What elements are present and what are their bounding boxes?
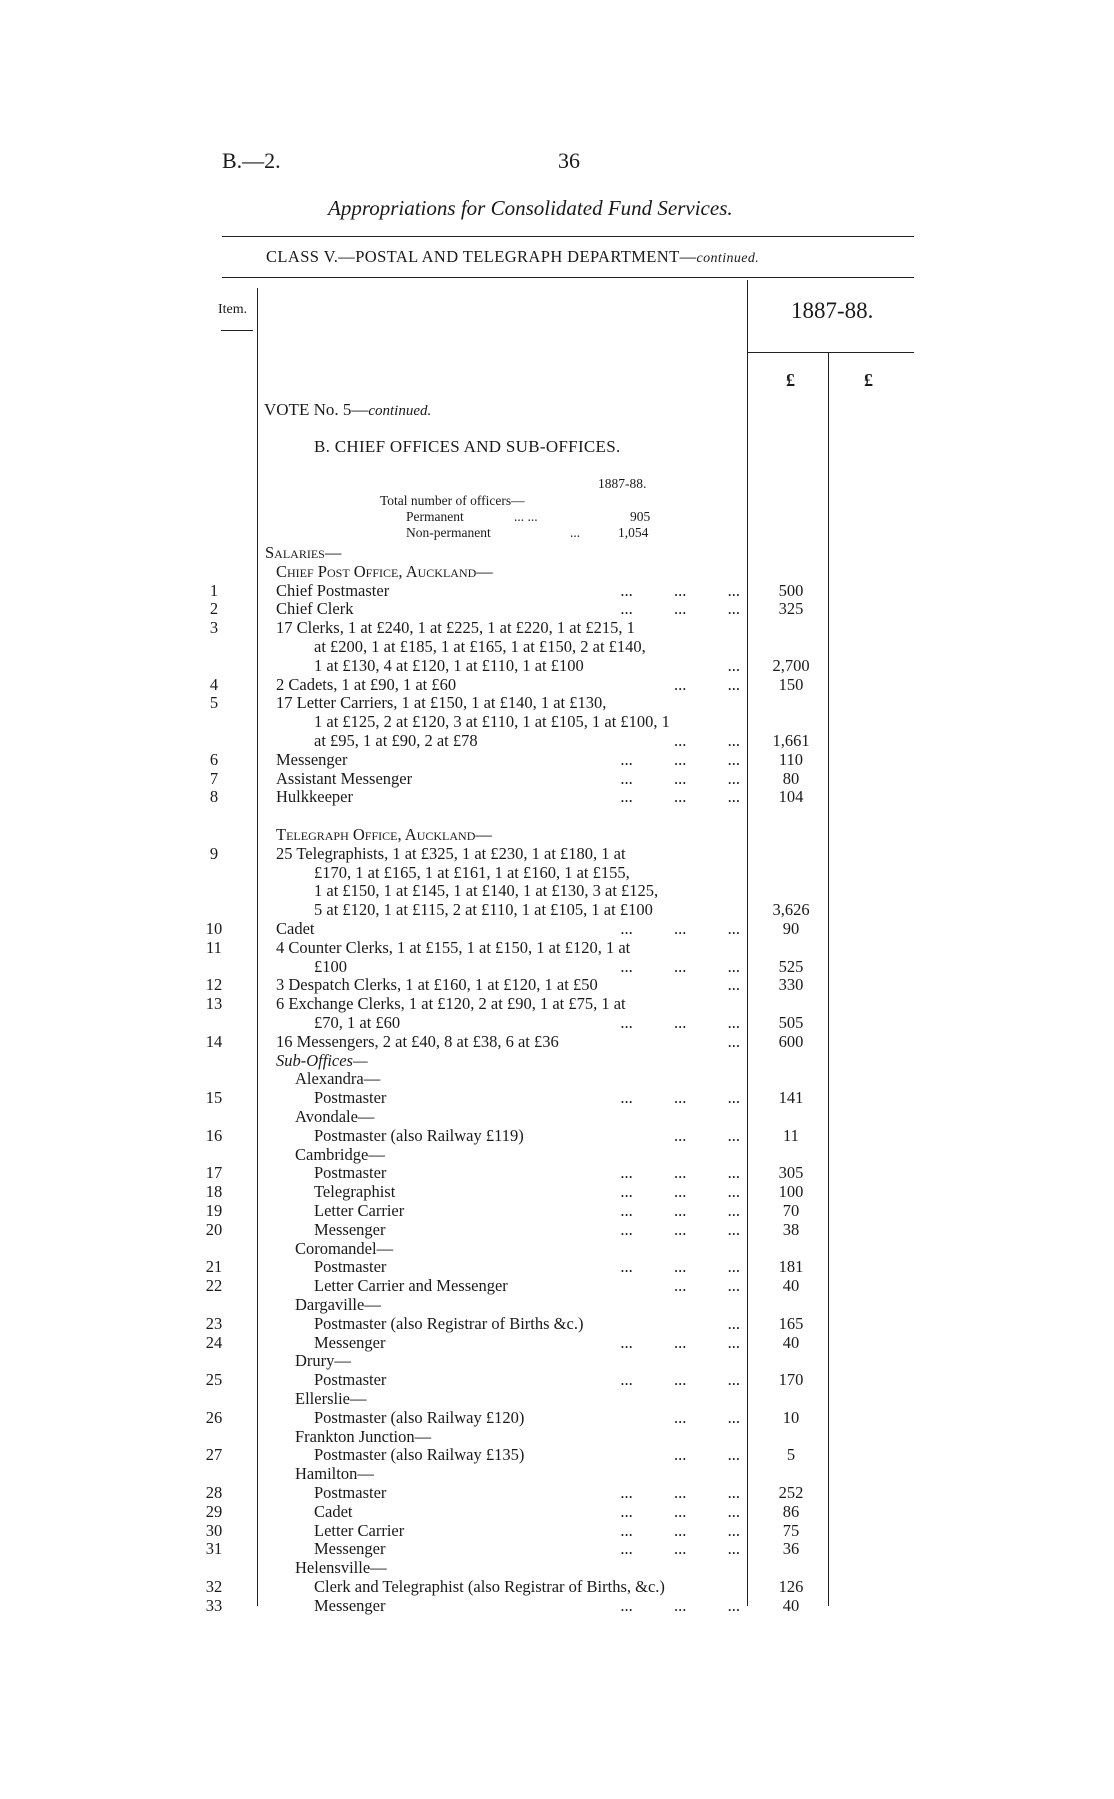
amount: 40 bbox=[782, 1332, 800, 1352]
item-description: Postmaster (also Railway £119) bbox=[314, 1125, 524, 1145]
item-description: Clerk and Telegraphist (also Registrar of Births, &c.) bbox=[314, 1577, 665, 1596]
leader-dots: ... bbox=[727, 975, 740, 995]
item-description: 6 Exchange Clerks, 1 at £120, 2 at £90, 1 at £75, 1 at bbox=[276, 994, 626, 1014]
leader-dots: ... ... ... bbox=[620, 919, 740, 938]
table-row bbox=[0, 1389, 1114, 1408]
page-title: Appropriations for Consolidated Fund Services. bbox=[328, 196, 733, 220]
amount: 1,661 bbox=[772, 731, 810, 750]
table-row bbox=[0, 1596, 1114, 1615]
item-number: 9 bbox=[209, 843, 219, 863]
item-description: 17 Clerks, 1 at £240, 1 at £225, 1 at £220, 1 at £215, 1 bbox=[276, 618, 635, 638]
leader-dots: ... ... ... bbox=[620, 787, 740, 807]
table-row bbox=[0, 1333, 1114, 1352]
table-row bbox=[0, 919, 1114, 938]
item-number: 14 bbox=[205, 1031, 223, 1051]
leader-dots: ... ... ... bbox=[620, 1520, 740, 1540]
item-description: Cambridge— bbox=[295, 1144, 385, 1164]
item-description: at £95, 1 at £90, 2 at £78 bbox=[314, 731, 478, 750]
amount: 75 bbox=[782, 1520, 800, 1540]
table-row bbox=[0, 1502, 1114, 1521]
amount: 2,700 bbox=[772, 655, 810, 675]
item-number: 29 bbox=[205, 1501, 223, 1521]
rule-under-class bbox=[222, 277, 914, 278]
leader-dots: ... ... ... bbox=[620, 768, 740, 788]
amount: 330 bbox=[778, 975, 804, 995]
page-number: 36 bbox=[558, 148, 580, 173]
document-code: B.—2. bbox=[222, 148, 281, 173]
item-description: £170, 1 at £165, 1 at £161, 1 at £160, 1 at £155, bbox=[314, 862, 630, 882]
item-description: Avondale— bbox=[295, 1107, 375, 1126]
section-label: Sub-Offices— bbox=[276, 1050, 368, 1070]
item-number: 10 bbox=[205, 919, 223, 938]
amount: 325 bbox=[778, 599, 804, 619]
leader-dots: ... ... bbox=[674, 1445, 740, 1465]
item-description: 2 Cadets, 1 at £90, 1 at £60 bbox=[276, 674, 457, 694]
item-description: 25 Telegraphists, 1 at £325, 1 at £230, 1 at £180, 1 at bbox=[276, 843, 626, 863]
totals-year: 1887-88. bbox=[598, 476, 647, 491]
leader-dots: ... ... bbox=[674, 1407, 740, 1427]
currency-left: £ bbox=[786, 370, 795, 390]
item-number: 17 bbox=[205, 1163, 223, 1183]
currency-right: £ bbox=[864, 370, 873, 390]
amount: 10 bbox=[782, 1407, 800, 1427]
amount: 141 bbox=[778, 1088, 804, 1108]
leader-dots: ... ... ... bbox=[620, 1501, 740, 1521]
amount: 90 bbox=[782, 919, 800, 938]
leader-dots: ... ... ... bbox=[620, 1219, 740, 1239]
leader-dots: ... ... bbox=[674, 731, 740, 750]
table-row bbox=[0, 1013, 1114, 1032]
amount: 600 bbox=[778, 1031, 804, 1051]
vote-heading-continued: continued. bbox=[368, 403, 432, 419]
item-number: 33 bbox=[205, 1595, 223, 1615]
item-description: Letter Carrier and Messenger bbox=[314, 1276, 508, 1296]
amount: 86 bbox=[782, 1501, 800, 1521]
table-row bbox=[0, 1032, 1114, 1051]
item-description: Postmaster (also Railway £135) bbox=[314, 1445, 525, 1465]
leader-dots: ... bbox=[727, 1313, 740, 1333]
nonpermanent-dots: ... bbox=[570, 525, 581, 540]
table-row bbox=[0, 1239, 1114, 1258]
table-row bbox=[0, 637, 1114, 656]
item-description: Messenger bbox=[314, 1539, 386, 1559]
item-number: 1 bbox=[209, 580, 219, 600]
class-heading-main: CLASS V.—POSTAL AND TELEGRAPH DEPARTMENT— bbox=[266, 247, 697, 266]
table-row bbox=[0, 1088, 1114, 1107]
amount: 104 bbox=[778, 787, 804, 807]
leader-dots: ... ... ... bbox=[620, 580, 740, 600]
item-description: Messenger bbox=[276, 749, 348, 769]
item-number: 20 bbox=[205, 1219, 223, 1239]
item-description: 1 at £125, 2 at £120, 3 at £110, 1 at £105, 1 at £100, 1 bbox=[314, 712, 670, 732]
amount: 11 bbox=[783, 1125, 799, 1145]
item-label-underline bbox=[221, 330, 253, 331]
leader-dots: ... ... ... bbox=[620, 749, 740, 769]
item-number: 12 bbox=[205, 975, 223, 995]
item-description: Postmaster bbox=[314, 1088, 387, 1108]
amount: 80 bbox=[782, 768, 800, 788]
amount: 3,626 bbox=[772, 900, 810, 920]
item-number: 23 bbox=[205, 1313, 223, 1333]
item-number: 26 bbox=[205, 1407, 223, 1427]
item-column-label: Item. bbox=[218, 302, 248, 317]
table-row bbox=[0, 1351, 1114, 1370]
item-description: 3 Despatch Clerks, 1 at £160, 1 at £120, 1 at £50 bbox=[276, 975, 598, 995]
item-description: Messenger bbox=[314, 1595, 386, 1615]
amount: 150 bbox=[778, 674, 804, 694]
table-row bbox=[0, 994, 1114, 1013]
table-row bbox=[0, 1182, 1114, 1201]
permanent-label: Permanent bbox=[406, 509, 464, 524]
item-description: Assistant Messenger bbox=[276, 768, 413, 788]
item-description: Postmaster bbox=[314, 1483, 387, 1502]
leader-dots: ... ... ... bbox=[620, 1370, 740, 1390]
item-number: 8 bbox=[209, 787, 219, 807]
table-row bbox=[0, 1276, 1114, 1295]
table-row bbox=[0, 675, 1114, 694]
item-description: Dargaville— bbox=[295, 1295, 381, 1314]
table-row bbox=[0, 1051, 1114, 1070]
item-number: 28 bbox=[205, 1483, 223, 1502]
amount: 40 bbox=[782, 1595, 800, 1615]
item-description: Hulkkeeper bbox=[276, 787, 353, 807]
item-description: 1 at £130, 4 at £120, 1 at £110, 1 at £100 bbox=[314, 655, 584, 675]
leader-dots: ... ... ... bbox=[620, 1539, 740, 1559]
table-row bbox=[0, 693, 1114, 712]
table-row bbox=[0, 1201, 1114, 1220]
item-description: 16 Messengers, 2 at £40, 8 at £38, 6 at £36 bbox=[276, 1031, 559, 1051]
item-number: 2 bbox=[209, 599, 219, 619]
table-row bbox=[0, 957, 1114, 976]
section-heading: B. CHIEF OFFICES AND SUB-OFFICES. bbox=[314, 437, 621, 456]
item-description: Messenger bbox=[314, 1219, 386, 1239]
table-row bbox=[0, 1521, 1114, 1540]
table-row bbox=[0, 712, 1114, 731]
item-number: 31 bbox=[205, 1539, 223, 1559]
section-label: Chief Post Office, Auckland— bbox=[276, 561, 493, 581]
table-row bbox=[0, 599, 1114, 618]
amount: 38 bbox=[782, 1219, 800, 1239]
totals-label: Total number of officers— bbox=[380, 493, 525, 508]
permanent-count: 905 bbox=[630, 509, 651, 524]
table-row bbox=[0, 581, 1114, 600]
leader-dots: ... bbox=[727, 1031, 740, 1051]
table-row bbox=[0, 938, 1114, 957]
item-number: 7 bbox=[209, 768, 219, 788]
leader-dots: ... ... ... bbox=[620, 1257, 740, 1277]
item-description: Messenger bbox=[314, 1332, 386, 1352]
table-row bbox=[0, 1577, 1114, 1596]
table-row bbox=[0, 769, 1114, 788]
table-row bbox=[0, 900, 1114, 919]
item-number: 30 bbox=[205, 1520, 223, 1540]
item-description: Chief Clerk bbox=[276, 599, 354, 619]
table-row bbox=[0, 1314, 1114, 1333]
item-description: Postmaster bbox=[314, 1257, 387, 1277]
item-number: 19 bbox=[205, 1201, 223, 1220]
amount: 181 bbox=[778, 1257, 804, 1277]
table-row bbox=[0, 1107, 1114, 1126]
amount: 505 bbox=[778, 1013, 804, 1032]
leader-dots: ... ... ... bbox=[620, 1595, 740, 1615]
table-row bbox=[0, 731, 1114, 750]
rule-under-year bbox=[747, 352, 914, 353]
item-number: 21 bbox=[205, 1257, 223, 1277]
leader-dots: ... ... ... bbox=[620, 599, 740, 619]
vote-heading-main: VOTE No. 5— bbox=[264, 400, 369, 419]
item-description: Postmaster (also Railway £120) bbox=[314, 1407, 525, 1427]
item-description: 5 at £120, 1 at £115, 2 at £110, 1 at £105, 1 at £100 bbox=[314, 900, 653, 920]
item-description: Ellerslie— bbox=[295, 1389, 367, 1408]
item-description: Letter Carrier bbox=[314, 1520, 405, 1540]
amount: 525 bbox=[778, 956, 804, 976]
class-heading bbox=[266, 247, 759, 267]
item-number: 3 bbox=[209, 618, 219, 638]
item-number: 4 bbox=[209, 674, 219, 694]
amount: 500 bbox=[778, 580, 804, 600]
class-heading-continued: continued. bbox=[696, 251, 760, 266]
item-description: 17 Letter Carriers, 1 at £150, 1 at £140, 1 at £130, bbox=[276, 693, 607, 713]
table-row bbox=[0, 1220, 1114, 1239]
table-row bbox=[0, 881, 1114, 900]
table-row bbox=[0, 656, 1114, 675]
leader-dots: ... bbox=[727, 655, 740, 675]
table-row bbox=[0, 863, 1114, 882]
table-row bbox=[0, 1295, 1114, 1314]
leader-dots: ... ... ... bbox=[620, 1332, 740, 1352]
leader-dots: ... ... bbox=[674, 1276, 740, 1296]
year-heading: 1887-88. bbox=[791, 298, 874, 323]
table-row bbox=[0, 1539, 1114, 1558]
table-row bbox=[0, 1257, 1114, 1276]
table-row bbox=[0, 1370, 1114, 1389]
item-description: Hamilton— bbox=[295, 1464, 374, 1484]
amount: 40 bbox=[782, 1276, 800, 1296]
permanent-dots: ... ... bbox=[514, 509, 538, 524]
item-number: 27 bbox=[205, 1445, 223, 1465]
table-row bbox=[0, 1126, 1114, 1145]
item-number: 22 bbox=[205, 1276, 223, 1296]
amount: 252 bbox=[778, 1483, 804, 1502]
item-description: Letter Carrier bbox=[314, 1201, 405, 1220]
item-description: £100 bbox=[314, 956, 347, 976]
rule-top bbox=[222, 236, 914, 237]
item-number: 6 bbox=[209, 749, 219, 769]
section-label: Telegraph Office, Auckland— bbox=[276, 825, 492, 844]
amount: 165 bbox=[778, 1313, 804, 1333]
item-description: Telegraphist bbox=[314, 1182, 396, 1202]
table-row bbox=[0, 1145, 1114, 1164]
leader-dots: ... ... bbox=[674, 1125, 740, 1145]
item-description: Cadet bbox=[314, 1501, 353, 1521]
table-row bbox=[0, 825, 1114, 844]
item-number: 11 bbox=[206, 937, 222, 957]
item-number: 5 bbox=[209, 693, 219, 713]
leader-dots: ... ... ... bbox=[620, 1201, 740, 1220]
table-row bbox=[0, 1069, 1114, 1088]
item-description: at £200, 1 at £185, 1 at £165, 1 at £150, 2 at £140, bbox=[314, 637, 646, 656]
amount: 100 bbox=[778, 1182, 804, 1202]
leader-dots: ... ... ... bbox=[620, 1163, 740, 1183]
table-row bbox=[0, 543, 1114, 562]
item-number: 15 bbox=[205, 1088, 223, 1108]
leader-dots: ... ... ... bbox=[620, 956, 740, 976]
item-description: Alexandra— bbox=[295, 1069, 381, 1089]
leader-dots: ... ... ... bbox=[620, 1088, 740, 1108]
item-number: 13 bbox=[205, 994, 223, 1014]
table-row bbox=[0, 787, 1114, 806]
item-description: Helensville— bbox=[295, 1558, 387, 1578]
vote-heading bbox=[264, 400, 431, 420]
leader-dots: ... ... bbox=[674, 674, 740, 694]
item-description: Postmaster bbox=[314, 1163, 387, 1183]
amount: 170 bbox=[778, 1370, 804, 1390]
table-row bbox=[0, 1558, 1114, 1577]
table-row bbox=[0, 1464, 1114, 1483]
nonpermanent-count: 1,054 bbox=[618, 525, 649, 540]
table-row bbox=[0, 1163, 1114, 1182]
item-number: 18 bbox=[205, 1182, 223, 1202]
amount: 70 bbox=[782, 1201, 800, 1220]
item-number: 25 bbox=[205, 1370, 223, 1390]
item-description: Coromandel— bbox=[295, 1238, 394, 1258]
amount: 126 bbox=[778, 1577, 804, 1596]
amount: 110 bbox=[778, 749, 804, 769]
table-row bbox=[0, 1445, 1114, 1464]
item-description: Frankton Junction— bbox=[295, 1426, 432, 1446]
table-row bbox=[0, 844, 1114, 863]
item-description: Cadet bbox=[276, 919, 315, 938]
amount: 5 bbox=[786, 1445, 796, 1465]
item-number: 24 bbox=[205, 1332, 223, 1352]
leader-dots: ... ... ... bbox=[620, 1182, 740, 1202]
amount: 36 bbox=[782, 1539, 800, 1559]
section-label: Salaries— bbox=[265, 543, 342, 562]
item-description: 1 at £150, 1 at £145, 1 at £140, 1 at £130, 3 at £125, bbox=[314, 881, 659, 901]
table-row bbox=[0, 1483, 1114, 1502]
item-number: 16 bbox=[205, 1125, 223, 1145]
item-description: 4 Counter Clerks, 1 at £155, 1 at £150, 1 at £120, 1 at bbox=[276, 937, 631, 957]
table-row bbox=[0, 562, 1114, 581]
table-row bbox=[0, 750, 1114, 769]
table-row bbox=[0, 1408, 1114, 1427]
item-description: Drury— bbox=[295, 1351, 351, 1371]
amount: 305 bbox=[778, 1163, 804, 1183]
leader-dots: ... ... ... bbox=[620, 1013, 740, 1032]
table-row bbox=[0, 618, 1114, 637]
leader-dots: ... ... ... bbox=[620, 1483, 740, 1502]
item-description: Chief Postmaster bbox=[276, 580, 390, 600]
table-row bbox=[0, 1427, 1114, 1446]
item-description: Postmaster bbox=[314, 1370, 387, 1390]
nonpermanent-label: Non-permanent bbox=[406, 525, 491, 540]
table-row bbox=[0, 975, 1114, 994]
item-description: Postmaster (also Registrar of Births &c.) bbox=[314, 1313, 584, 1333]
item-number: 32 bbox=[205, 1577, 223, 1596]
item-description: £70, 1 at £60 bbox=[314, 1013, 401, 1032]
